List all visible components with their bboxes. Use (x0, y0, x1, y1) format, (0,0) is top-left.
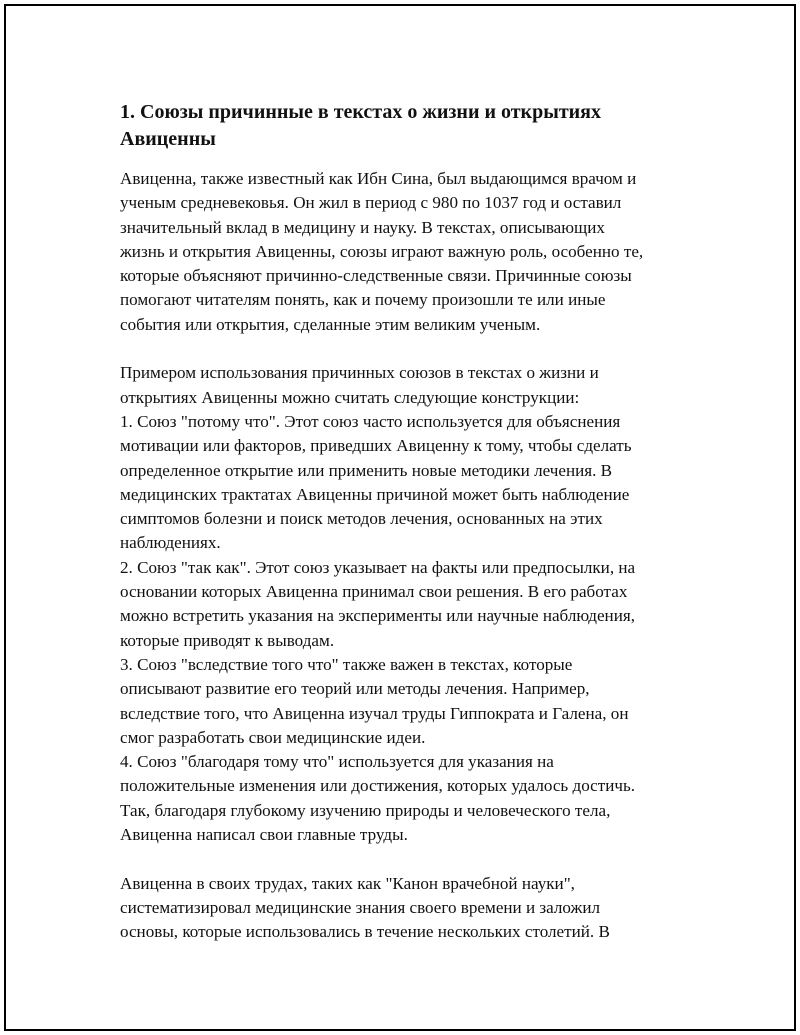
intro-paragraph: Авиценна, также известный как Ибн Сина, был выдающимся врачом и ученым средневековья. Он жил в период с 980 по 1037 год и оставил значительный вклад в медицину и науку. В текстах, описывающих жизнь и открытия Авиценны, союзы играют важную роль, особенно те, которые объясняют причинно-следственные связи. Причинные союзы помогают читателям понять, как и почему произошли те или иные события или открытия, сделанные этим великим ученым. (120, 169, 644, 334)
closing-paragraph: Авиценна в своих трудах, таких как "Канон врачебной науки", систематизировал медицинские знания своего времени и заложил основы, которые использовались в течение нескольких столетий. В (120, 873, 610, 942)
section-heading: 1. Союзы причинные в текстах о жизни и открытиях Авиценны (120, 101, 601, 150)
document-page (4, 4, 796, 1031)
paragraph-spacer (120, 337, 690, 361)
paragraph-spacer (120, 847, 690, 871)
examples-paragraph: Примером использования причинных союзов в текстах о жизни и открытиях Авиценны можно считать следующие конструкции: 1. Союз "потому что". Этот союз часто используется для объяснения мотивации или факторов, приведших Авиценну к тому, чтобы сделать определенное открытие или применить новые методики лечения. В медицинских трактатах Авиценны причиной может быть наблюдение симптомов болезни и поиск методов лечения, основанных на этих наблюдениях. 2. Союз "так как". Этот союз указывает на факты или предпосылки, на основании которых Авиценна принимал свои решения. В его работах можно встретить указания на эксперименты или научные наблюдения, которые приводят к выводам. 3. Союз "вследствие того что" также важен в текстах, которые описывают развитие его теорий или методы лечения. Например, вследствие того, что Авиценна изучал труды Гиппократа и Галена, он смог разработать свои медицинские идеи. 4. Союз "благодаря тому что" используется для указания на положительные изменения или достижения, которых удалось достичь. Так, благодаря глубокому изучению природы и человеческого тела, Авиценна написал свои главные труды. (120, 363, 636, 845)
document-body (120, 99, 690, 945)
